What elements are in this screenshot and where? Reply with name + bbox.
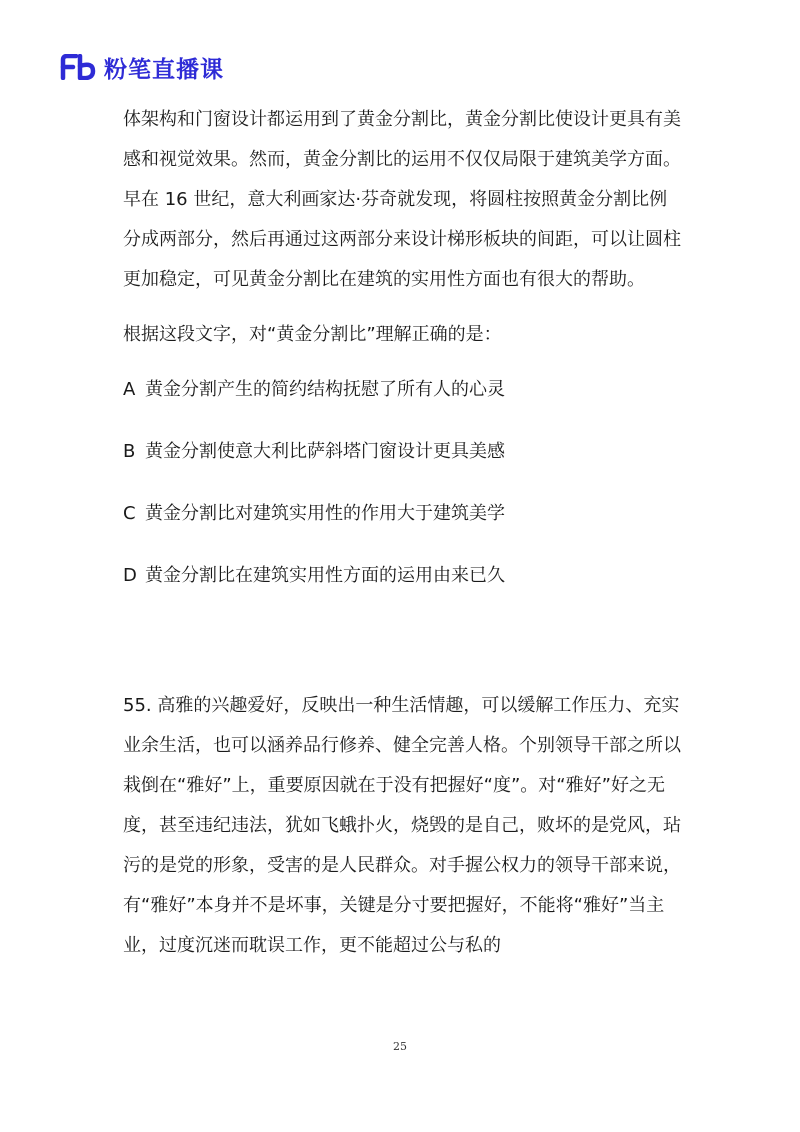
option-letter: C [123, 503, 136, 524]
document-body [123, 100, 683, 966]
fb-logo-icon [60, 54, 96, 80]
passage-end: 体架构和门窗设计都运用到了黄金分割比，黄金分割比使设计更具有美感和视觉效果。然而，黄金分割比的运用不仅仅局限于建筑美学方面。早在 16 世纪，意大利画家达·芬奇就发现，将圆柱按照黄金分割比例分成两部分，然后再通过这两部分来设计梯形板块的间距，可以让圆柱更加稳定，可见黄金分割比在建筑的实用性方面也有很大的帮助。 [123, 109, 681, 290]
option-c [123, 494, 683, 534]
page-number: 25 [393, 1040, 407, 1053]
option-text: 黄金分割比对建筑实用性的作用大于建筑美学 [145, 503, 505, 524]
option-letter: B [123, 441, 136, 462]
option-b [123, 432, 683, 472]
option-text: 黄金分割产生的简约结构抚慰了所有人的心灵 [145, 379, 505, 400]
brand-name: 粉笔直播课 [104, 56, 224, 83]
option-text: 黄金分割比在建筑实用性方面的运用由来已久 [145, 565, 505, 586]
option-letter: D [123, 565, 137, 586]
option-a [123, 370, 683, 410]
option-letter: A [123, 379, 136, 400]
option-text: 黄金分割使意大利比萨斜塔门窗设计更具美感 [145, 441, 505, 462]
question-stem: 根据这段文字，对“黄金分割比”理解正确的是： [123, 324, 502, 345]
question-55-passage: 55. 高雅的兴趣爱好，反映出一种生活情趣，可以缓解工作压力、充实业余生活，也可以涵养品行修养、健全完善人格。个别领导干部之所以栽倒在“雅好”上，重要原因就在于没有把握好“度”。对“雅好”好之无度，甚至违纪违法，犹如飞蛾扑火，烧毁的是自己，败坏的是党风，玷污的是党的形象，受害的是人民群众。对手握公权力的领导干部来说，有“雅好”本身并不是坏事，关键是分寸要把握好，不能将“雅好”当主业，过度沉迷而耽误工作，更不能超过公与私的 [123, 695, 681, 956]
brand-header [60, 50, 224, 84]
option-d [123, 556, 683, 596]
